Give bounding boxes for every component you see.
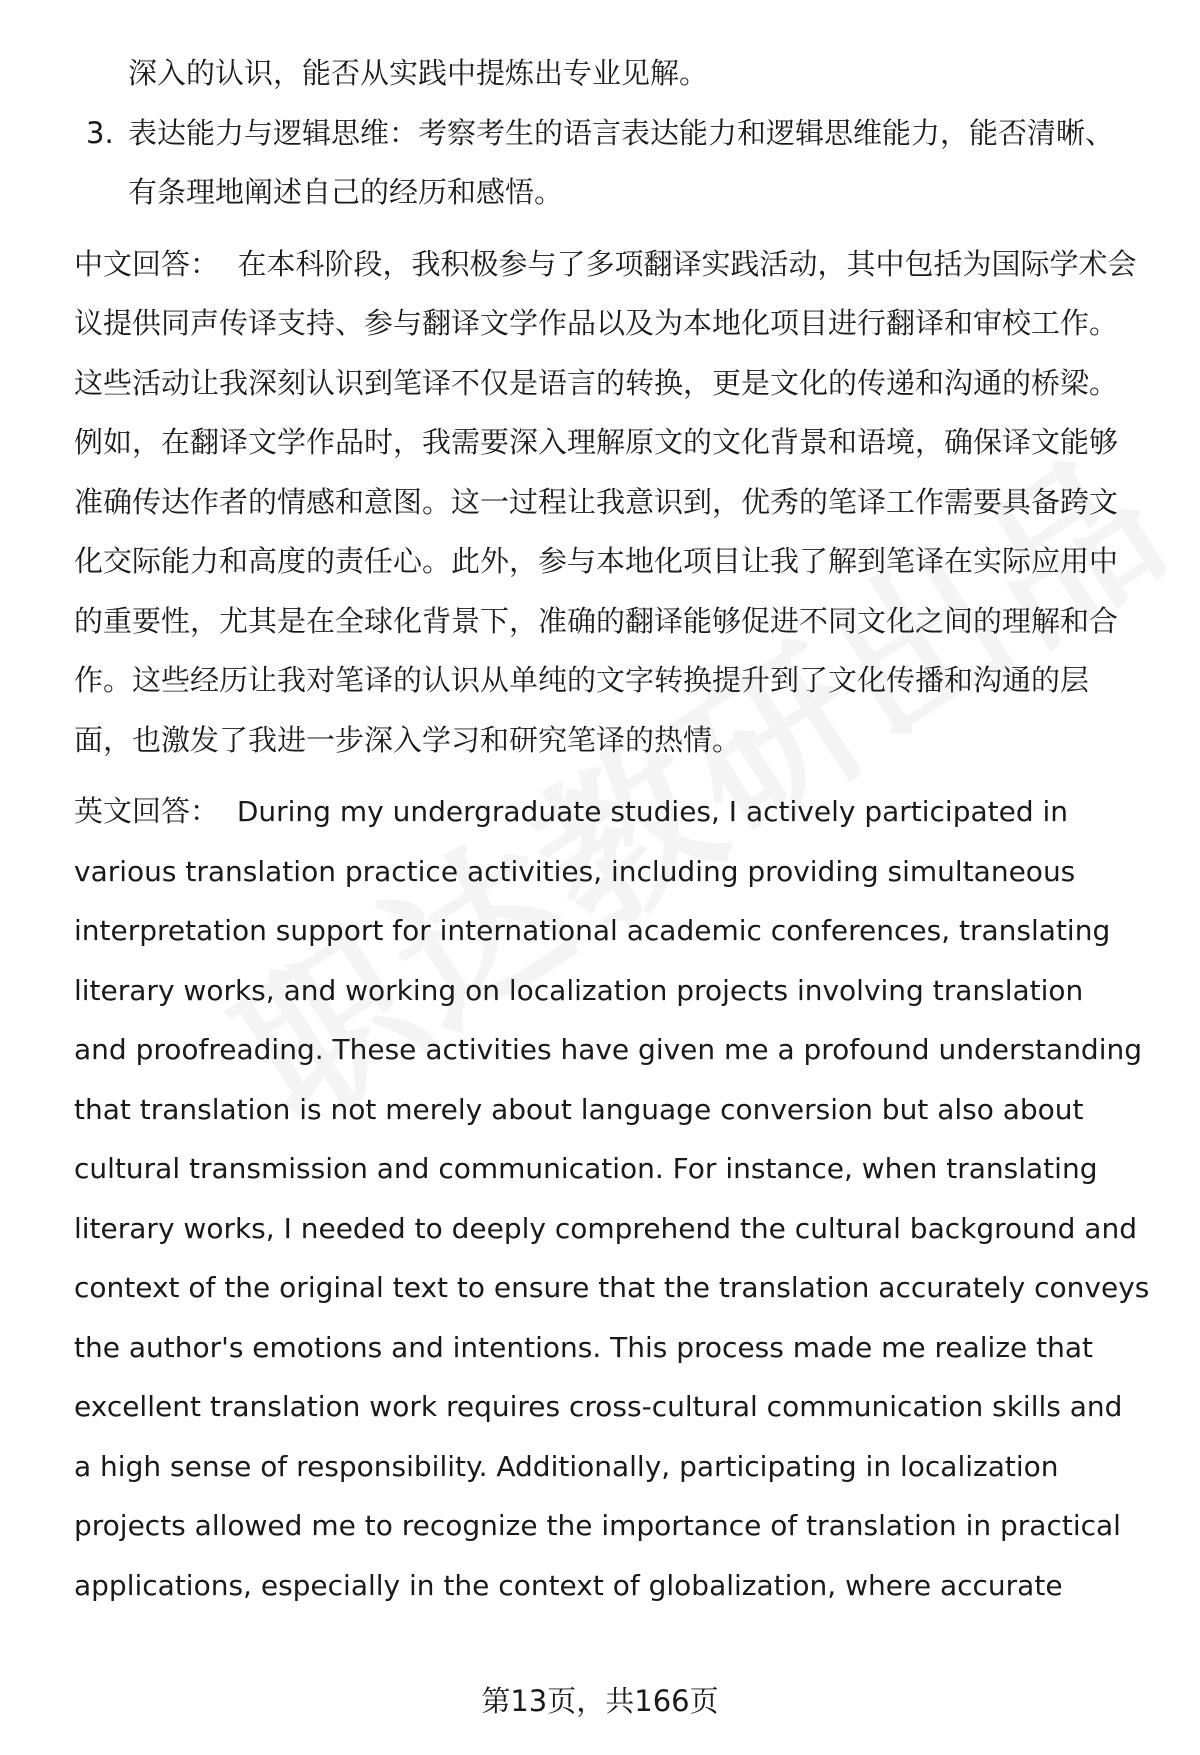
paragraph-line: various translation practice activities, including providing simultaneous xyxy=(74,854,1076,888)
paragraph-line: 作。这些经历让我对笔译的认识从单纯的文字转换提升到了文化传播和沟通的层 xyxy=(74,663,1090,697)
list-item-body xyxy=(128,104,1160,223)
paragraph-line: 议提供同声传译支持、参与翻译文学作品以及为本地化项目进行翻译和审校工作。 xyxy=(74,306,1119,340)
paragraph-line: 的重要性，尤其是在全球化背景下，准确的翻译能够促进不同文化之间的理解和合 xyxy=(74,603,1119,638)
paragraph-line-text: During my undergraduate studies, I actively participated in xyxy=(236,795,1069,828)
paragraph-line: interpretation support for international academic conferences, translating xyxy=(74,914,1111,947)
list-item-line: 有条理地阐述自己的经历和感悟。 xyxy=(128,175,564,209)
chinese-answer-label: 中文回答： xyxy=(74,246,220,281)
paragraph-line: cultural transmission and communication. For instance, when translating xyxy=(74,1152,1098,1185)
paragraph-line: projects allowed me to recognize the importance of translation in practical xyxy=(74,1509,1121,1542)
paragraph-line: excellent translation work requires cross-cultural communication skills and xyxy=(74,1390,1123,1423)
paragraph-line: a high sense of responsibility. Additionally, participating in localization xyxy=(74,1449,1059,1483)
paragraph-line: literary works, I needed to deeply comprehend the cultural background and xyxy=(74,1211,1137,1245)
paragraph-line: 这些活动让我深刻认识到笔译不仅是语言的转换，更是文化的传递和沟通的桥梁。 xyxy=(74,365,1119,400)
paragraph-line-text: 在本科阶段，我积极参与了多项翻译实践活动，其中包括为国际学术会 xyxy=(237,246,1137,281)
paragraph-line: context of the original text to ensure that the translation accurately conveys xyxy=(74,1271,1150,1304)
paragraph-line: that translation is not merely about language conversion but also about xyxy=(74,1092,1084,1126)
paragraph-line: applications, especially in the context of globalization, where accurate xyxy=(74,1568,1063,1602)
paragraph-line: 例如，在翻译文学作品时，我需要深入理解原文的文化背景和语境，确保译文能够 xyxy=(74,425,1119,459)
paragraph-line: and proofreading. These activities have given me a profound understanding xyxy=(74,1033,1143,1066)
paragraph-line: 化交际能力和高度的责任心。此外，参与本地化项目让我了解到笔译在实际应用中 xyxy=(74,544,1119,578)
paragraph-line xyxy=(74,782,1160,842)
list-item-number: 3. xyxy=(86,115,114,150)
paragraph-line: the author's emotions and intentions. This process made me realize that xyxy=(74,1330,1094,1364)
english-answer-label: 英文回答： xyxy=(74,794,220,828)
paragraph-line xyxy=(74,235,1160,295)
paragraph-line: literary works, and working on localization projects involving translation xyxy=(74,973,1084,1007)
list-item-3 xyxy=(74,104,1160,223)
paragraph-line: 面，也激发了我进一步深入学习和研究笔译的热情。 xyxy=(74,722,742,757)
list-item-line: 表达能力与逻辑思维：考察考生的语言表达能力和逻辑思维能力，能否清晰、 xyxy=(128,115,1115,150)
english-answer-paragraph xyxy=(74,782,1160,1615)
paragraph-line: 准确传达作者的情感和意图。这一过程让我意识到，优秀的笔译工作需要具备跨文 xyxy=(74,484,1119,519)
list-item-2-continuation: 深入的认识，能否从实践中提炼出专业见解。 xyxy=(128,56,709,90)
chinese-answer-paragraph xyxy=(74,235,1160,771)
page-number-footer: 第13页，共166页 xyxy=(481,1684,719,1718)
page-content xyxy=(74,44,1160,1615)
